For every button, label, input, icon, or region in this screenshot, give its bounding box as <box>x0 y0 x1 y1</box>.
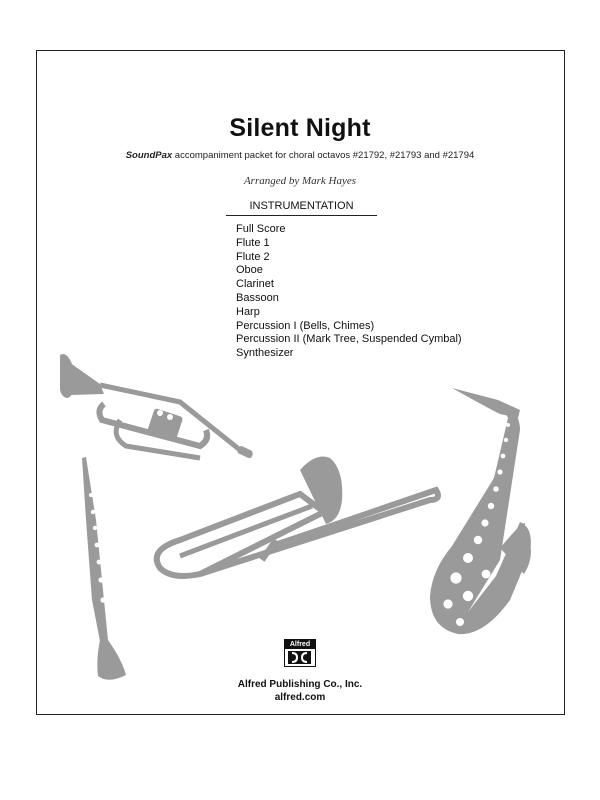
list-item: Flute 2 <box>236 250 270 263</box>
list-item: Synthesizer <box>236 347 294 360</box>
page-title: Silent Night <box>229 114 371 142</box>
arranger-credit: Arranged by Mark Hayes <box>243 175 357 187</box>
list-item: Oboe <box>236 264 263 277</box>
subtitle-text: accompaniment packet for choral octavos #21792, #21793 and #21794 <box>172 150 475 161</box>
subtitle-brand: SoundPax <box>125 150 173 161</box>
list-item: Full Score <box>236 223 286 235</box>
trumpet-icon <box>60 354 253 459</box>
instrumentation-heading: INSTRUMENTATION <box>226 200 377 216</box>
list-item: Flute 1 <box>236 236 270 249</box>
list-item: Percussion II (Mark Tree, Suspended Cymbal) <box>236 333 462 346</box>
publisher-name: Alfred Publishing Co., Inc. <box>237 679 363 690</box>
trombone-icon <box>157 457 438 577</box>
clarinet-icon <box>82 457 126 680</box>
alfred-logo <box>284 639 316 667</box>
publisher-website: alfred.com <box>274 692 326 703</box>
list-item: Percussion I (Bells, Chimes) <box>236 319 375 332</box>
logo-text: Alfred <box>285 640 315 649</box>
list-item: Harp <box>236 305 260 318</box>
list-item: Bassoon <box>236 291 279 304</box>
saxophone-icon <box>430 388 531 634</box>
list-item: Clarinet <box>236 278 274 291</box>
alfred-mark-icon <box>288 651 311 664</box>
